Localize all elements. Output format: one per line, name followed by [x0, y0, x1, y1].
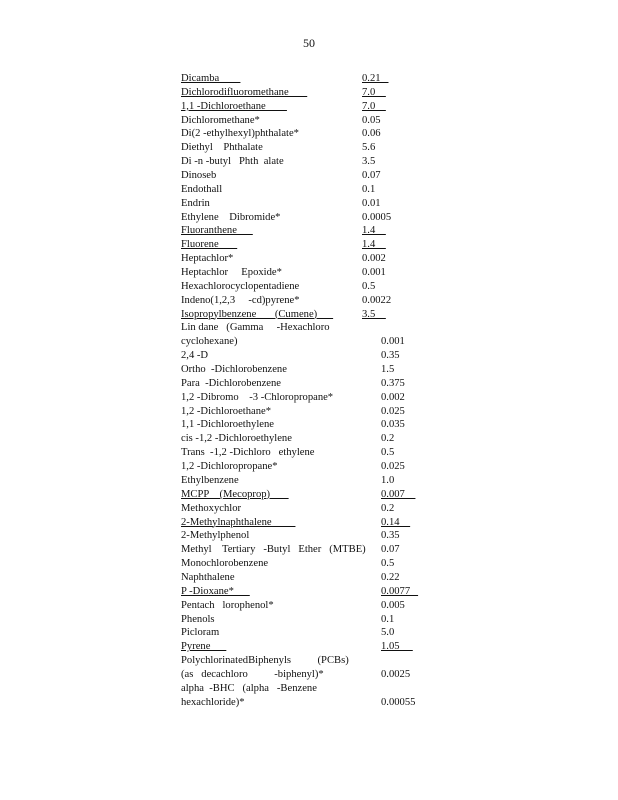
limit-value: 1.4: [362, 239, 386, 251]
chemical-name: 1,2 -Dichloropropane*: [181, 461, 278, 473]
chemical-name: Endothall: [181, 183, 223, 195]
chemical-name: Ethylene Dibromide*: [181, 211, 281, 223]
chemical-row: [181, 155, 441, 169]
page-number: 50: [303, 36, 315, 50]
chemical-row: [181, 654, 441, 668]
limit-value: 0.06: [362, 128, 381, 140]
chemical-name: Picloram: [181, 627, 220, 639]
chemical-row: [181, 211, 441, 225]
chemical-row: [181, 72, 441, 86]
limit-value: 0.035: [381, 419, 405, 431]
chemical-name: Para -Dichlorobenzene: [181, 377, 282, 389]
chemical-name: Di -n -butyl Phth alate: [181, 156, 284, 168]
limit-value: 0.001: [381, 336, 405, 348]
chemical-row: [181, 543, 441, 557]
limit-value: 0.025: [381, 461, 405, 473]
limit-value: 0.001: [362, 267, 386, 279]
limit-value: 0.0022: [362, 294, 392, 306]
chemical-name: 1,2 -Dichloroethane*: [181, 405, 272, 417]
limit-value: 0.1: [362, 183, 376, 195]
chemical-row: [181, 571, 441, 585]
chemical-row: [181, 599, 441, 613]
limit-value: 0.07: [362, 170, 381, 182]
chemical-name: Indeno(1,2,3 -cd)pyrene*: [181, 294, 300, 306]
chemical-name: Diethyl Phthalate: [181, 142, 263, 154]
chemical-row: [181, 335, 441, 349]
chemical-row: [181, 280, 441, 294]
limit-value: 1.5: [381, 364, 395, 376]
limit-value: 1.0: [381, 474, 395, 486]
chemical-row: [181, 585, 441, 599]
limit-value: 1.4: [362, 225, 386, 237]
limit-value: 0.21: [362, 73, 389, 84]
chemical-row: [181, 294, 441, 308]
limit-value: 0.00055: [381, 696, 416, 708]
chemical-row: [181, 141, 441, 155]
chemical-name: Dichloromethane*: [181, 114, 260, 126]
chemical-name: Dichlorodifluoromethane: [181, 86, 308, 98]
limit-value: 7.0: [362, 86, 386, 98]
chemical-row: [181, 308, 441, 322]
chemical-name: P -Dioxane*: [181, 585, 250, 597]
chemical-row: [181, 391, 441, 405]
chemical-row: [181, 418, 441, 432]
limit-value: 7.0: [362, 100, 386, 112]
limit-value: 0.002: [362, 253, 386, 265]
limit-value: 0.07: [381, 544, 400, 556]
chemical-row: [181, 100, 441, 114]
chemical-name: Heptachlor*: [181, 253, 234, 265]
limit-value: 0.01: [362, 197, 381, 209]
limit-value: 0.0005: [362, 211, 392, 223]
limit-value: 5.0: [381, 627, 395, 639]
chemical-name: Fluorene: [181, 239, 238, 251]
limit-value: 0.05: [362, 114, 381, 126]
chemical-name: Lin dane (Gamma -Hexachloro: [181, 322, 330, 334]
chemical-name: Pentach lorophenol*: [181, 599, 274, 611]
chemical-row: [181, 460, 441, 474]
chemical-name: Monochlorobenzene: [181, 558, 269, 570]
chemical-name: Methoxychlor: [181, 502, 242, 514]
chemical-name: Endrin: [181, 197, 210, 209]
limit-value: 0.002: [381, 391, 405, 403]
limit-value: 0.0025: [381, 668, 411, 680]
limit-value: 0.35: [381, 530, 400, 542]
chemical-name: Trans -1,2 -Dichloro ethylene: [181, 447, 315, 459]
chemical-row: [181, 321, 441, 335]
limit-value: 0.22: [381, 571, 400, 583]
chemical-row: [181, 266, 441, 280]
limit-value: 5.6: [362, 142, 376, 154]
limit-value: 0.1: [381, 613, 395, 625]
chemical-row: [181, 640, 441, 654]
chemical-name: Di(2 -ethylhexyl)phthalate*: [181, 128, 299, 140]
chemical-name: Isopropylbenzene (Cumene): [181, 308, 334, 320]
limit-value: 0.5: [381, 558, 395, 570]
chemical-name: 1,2 -Dibromo -3 -Chloropropane*: [181, 391, 334, 403]
chemical-row: [181, 377, 441, 391]
chemical-row: [181, 668, 441, 682]
chemical-name: Ortho -Dichlorobenzene: [181, 364, 287, 376]
limit-value: 0.025: [381, 405, 405, 417]
chemical-row: [181, 516, 441, 530]
chemical-name: hexachloride)*: [181, 696, 245, 708]
limit-value: 0.14: [381, 516, 411, 528]
limit-value: 0.35: [381, 350, 400, 362]
chemical-row: [181, 626, 441, 640]
chemical-name: alpha -BHC (alpha -Benzene: [181, 682, 317, 694]
chemical-name: 2,4 -D: [181, 350, 209, 362]
chemical-row: [181, 183, 441, 197]
chemical-row: [181, 488, 441, 502]
chemical-row: [181, 224, 441, 238]
chemical-name: 2-Methylnaphthalene: [181, 516, 296, 528]
chemical-row: [181, 432, 441, 446]
limit-value: 0.5: [381, 447, 395, 459]
chemical-name: Heptachlor Epoxide*: [181, 267, 282, 279]
chemical-name: 2-Methylphenol: [181, 530, 250, 542]
chemical-name: Naphthalene: [181, 571, 235, 583]
chemical-name: Dinoseb: [181, 170, 217, 182]
chemical-name: Phenols: [181, 613, 215, 625]
chemical-name: Hexachlorocyclopentadiene: [181, 280, 300, 292]
chemical-row: [181, 405, 441, 419]
limit-value: 3.5: [362, 308, 386, 320]
chemical-row: [181, 613, 441, 627]
chemical-row: [181, 114, 441, 128]
chemical-row: [181, 446, 441, 460]
chemical-row: [181, 502, 441, 516]
chemical-row: [181, 557, 441, 571]
chemical-name: Dicamba: [181, 73, 241, 84]
chemical-row: [181, 169, 441, 183]
chemical-row: [181, 682, 441, 696]
limit-value: 1.05: [381, 641, 413, 653]
chemical-name: Fluoranthene: [181, 225, 253, 237]
chemical-row: [181, 252, 441, 266]
limit-value: 0.2: [381, 433, 395, 445]
limit-value: 0.0077: [381, 585, 419, 597]
chemical-name: PolychlorinatedBiphenyls (PCBs): [181, 655, 349, 667]
chemical-row: [181, 363, 441, 377]
chemical-row: [181, 238, 441, 252]
chemical-name: cis -1,2 -Dichloroethylene: [181, 433, 292, 445]
chemical-limits-list: [181, 72, 441, 710]
limit-value: 3.5: [362, 156, 376, 168]
chemical-name: 1,1 -Dichloroethane: [181, 100, 287, 112]
chemical-name: Methyl Tertiary -Butyl Ether (MTBE): [181, 544, 366, 556]
chemical-row: [181, 349, 441, 363]
limit-value: 0.007: [381, 488, 416, 500]
chemical-name: (as decachloro -biphenyl)*: [181, 668, 324, 680]
limit-value: 0.5: [362, 280, 376, 292]
chemical-row: [181, 127, 441, 141]
chemical-name: Pyrene: [181, 641, 227, 653]
chemical-row: [181, 197, 441, 211]
chemical-row: [181, 86, 441, 100]
chemical-row: [181, 474, 441, 488]
limit-value: 0.005: [381, 599, 405, 611]
chemical-name: Ethylbenzene: [181, 474, 239, 486]
limit-value: 0.375: [381, 377, 405, 389]
chemical-row: [181, 696, 441, 710]
chemical-row: [181, 529, 441, 543]
limit-value: 0.2: [381, 502, 395, 514]
chemical-name: 1,1 -Dichloroethylene: [181, 419, 274, 431]
chemical-name: cyclohexane): [181, 336, 238, 348]
chemical-name: MCPP (Mecoprop): [181, 488, 289, 500]
